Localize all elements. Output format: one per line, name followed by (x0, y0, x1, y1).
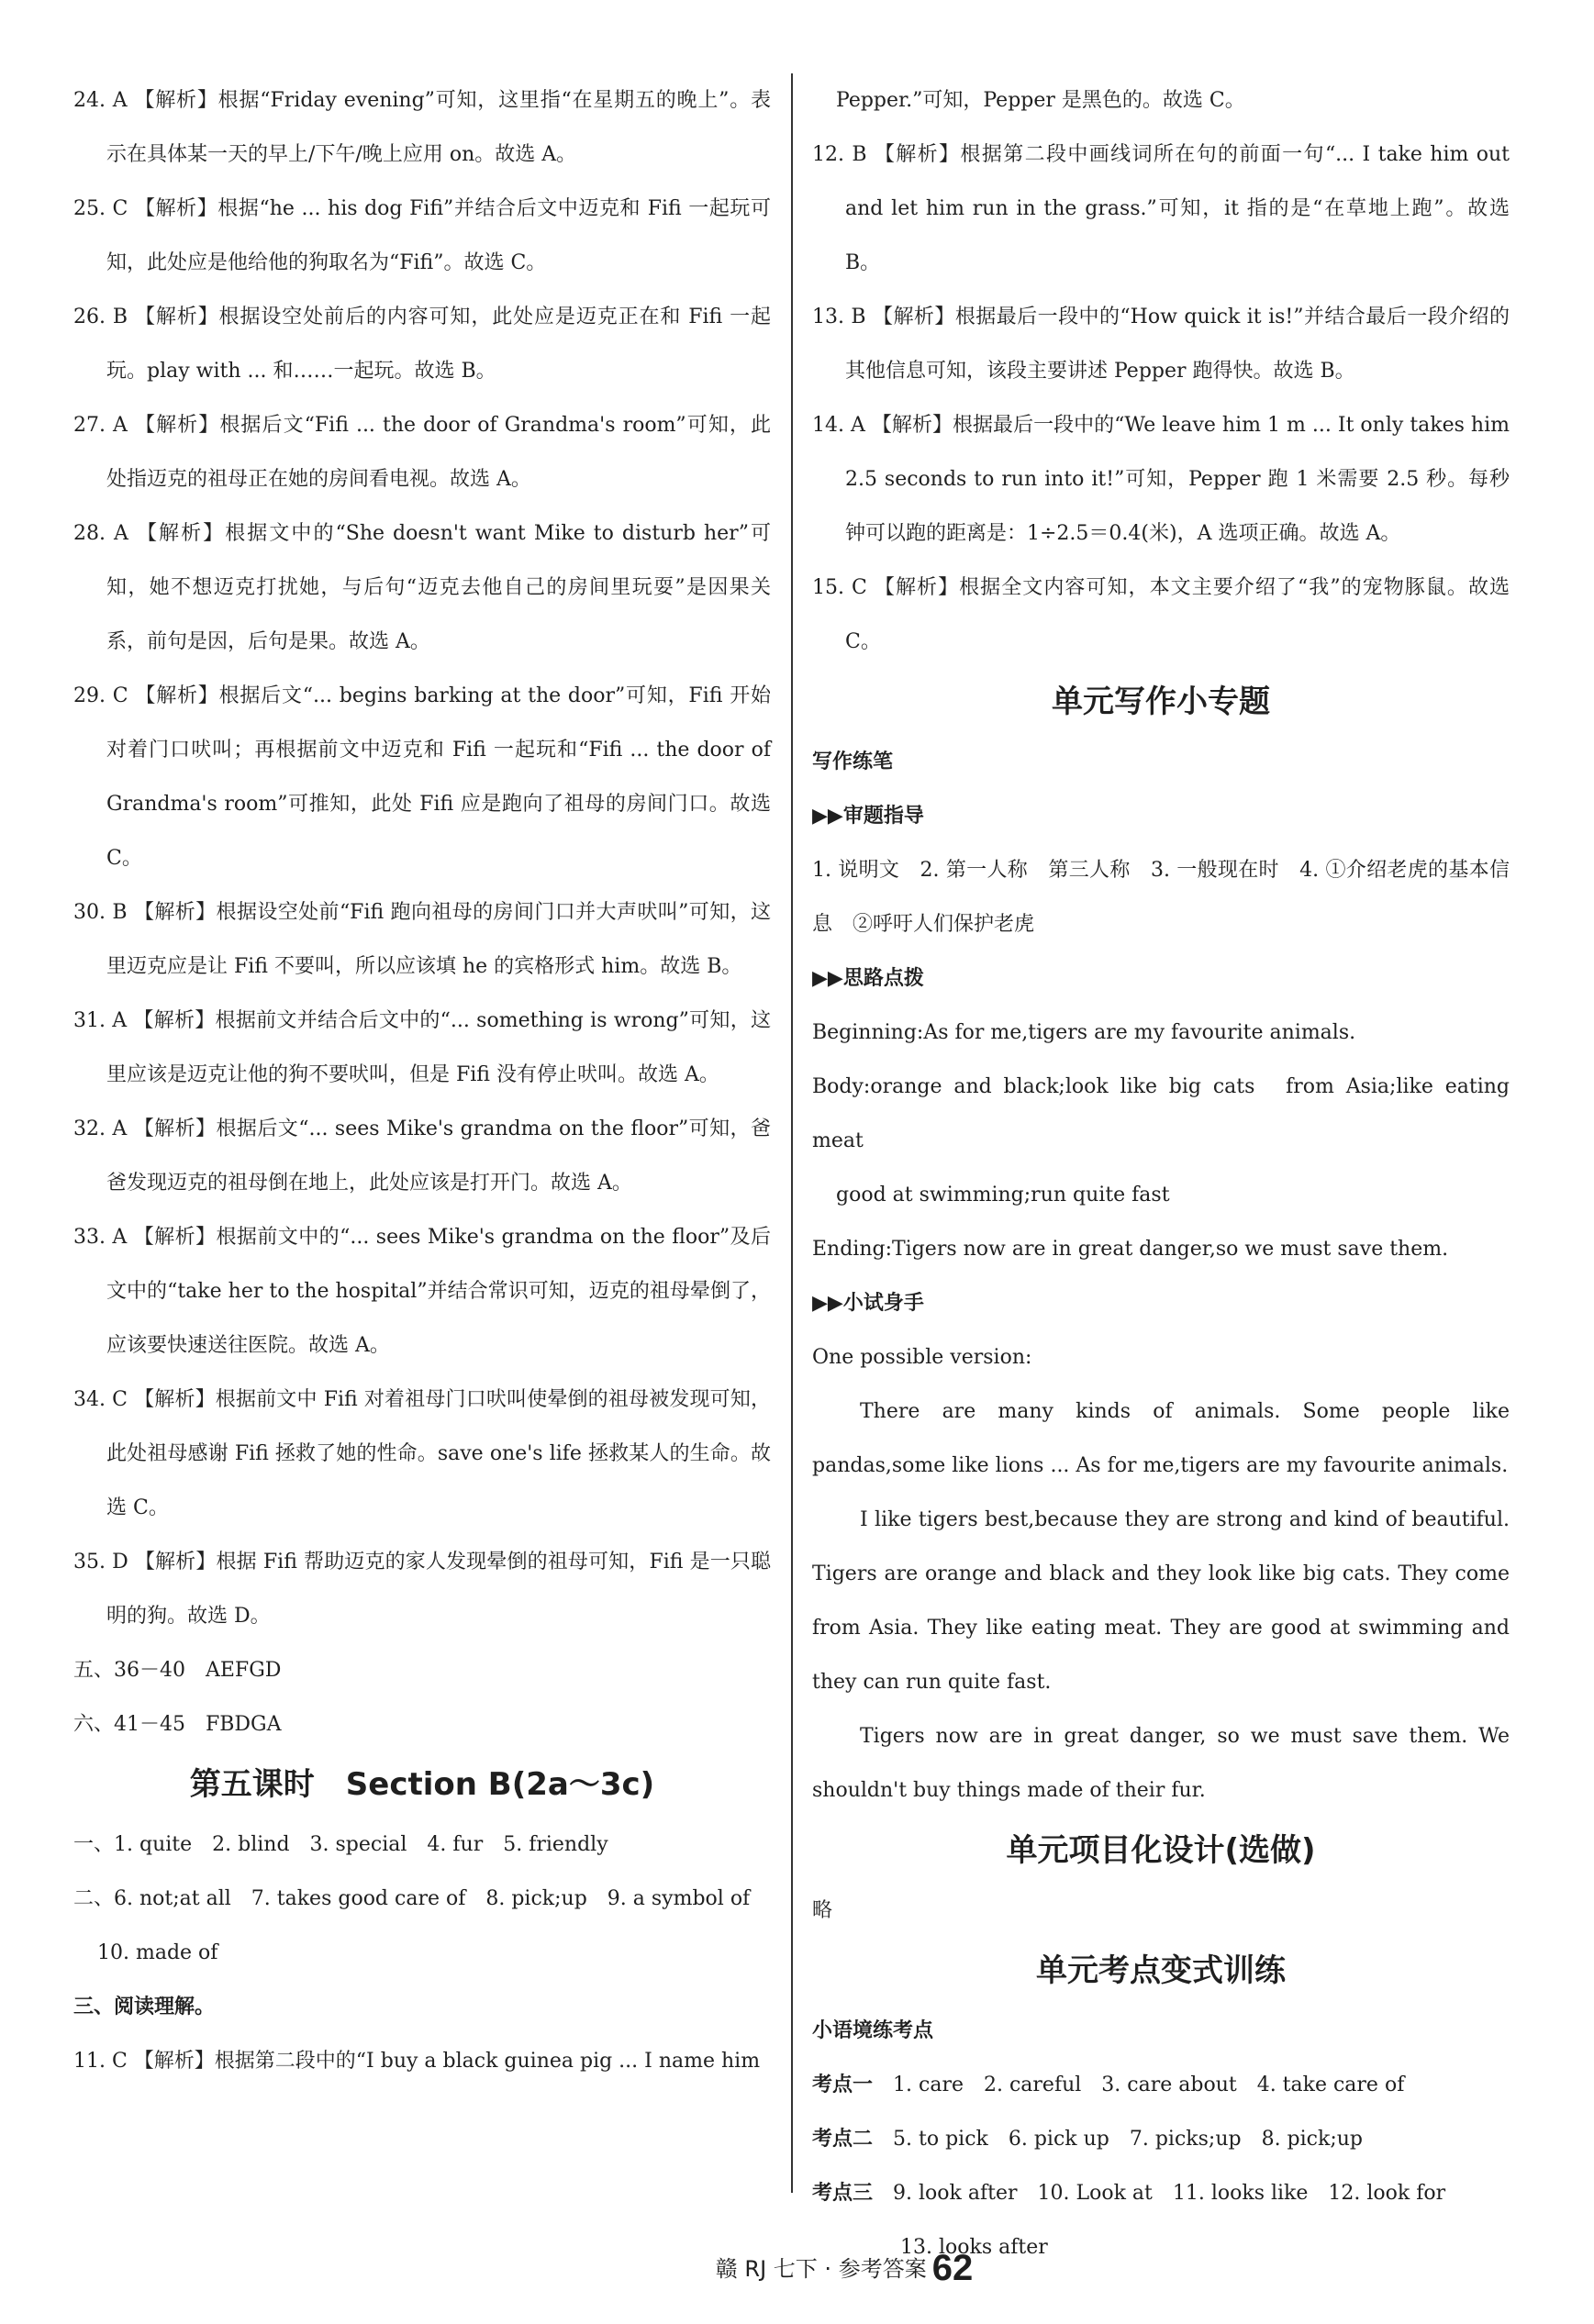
project-title: 单元项目化设计(选做) (1006, 1832, 1316, 1869)
context-heading: 小语境练考点 (812, 2019, 934, 2042)
essay-paragraph-3: Tigers now are in great danger, so we must save them. We shouldn't buy things made of their fur. (812, 1725, 1510, 1802)
writing-practice-heading: 写作练笔 (812, 751, 894, 773)
essay-paragraph-2: I like tigers best,because they are strong and kind of beautiful. Tigers are orange and black and they look like big cats. They come from Asia. They like eating meat. They are good at swimming and they can run quite fast. (812, 1508, 1510, 1694)
key-point-1-answers: 1. care 2. careful 3. care about 4. take care of (893, 2074, 1405, 2096)
key-point-1-label: 考点一 (812, 2074, 874, 2096)
answer-11: 11. C 【解析】根据第二段中的“I buy a black guinea pig ... I name him (73, 2050, 761, 2073)
column-divider (791, 73, 793, 2193)
left-column (73, 73, 771, 2088)
outline-beginning: Beginning:As for me,tigers are my favourite animals. (812, 1021, 1356, 1044)
answer-31: 31. A 【解析】根据前文并结合后文中的“... something is wrong”可知，这里应该是迈克让他的狗不要吠叫，但是 Fifi 没有停止吠叫。故选 A。 (73, 1009, 771, 1086)
project-body: 略 (812, 1899, 833, 1922)
answer-30: 30. B 【解析】根据设空处前“Fifi 跑向祖母的房间门口并大声吠叫”可知，这里迈克应是让 Fifi 不要叫，所以应该填 he 的宾格形式 him。故选 B。 (73, 901, 771, 978)
page-number: 62 (931, 2248, 974, 2288)
footer-text: 赣 RJ 七下 · 参考答案 (715, 2256, 927, 2282)
key-point-2-answers: 5. to pick 6. pick up 7. picks;up 8. pick;up (893, 2128, 1363, 2151)
answer-15: 15. C 【解析】根据全文内容可知，本文主要介绍了“我”的宠物豚鼠。故选 C。 (812, 576, 1510, 653)
essay-paragraph-1: There are many kinds of animals. Some people like pandas,some like lions ... As for me,tigers are my favourite animals. (812, 1400, 1510, 1477)
outline-ending: Ending:Tigers now are in great danger,so we must save them. (812, 1238, 1449, 1261)
key-point-2-label: 考点二 (812, 2128, 874, 2151)
idea-guide-heading: ▶▶思路点拨 (812, 967, 924, 990)
answer-34: 34. C 【解析】根据前文中 Fifi 对着祖母门口吠叫使晕倒的祖母被发现可知，此处祖母感谢 Fifi 拯救了她的性命。save one's life 拯救某人的生命。故选 C。 (73, 1388, 771, 1519)
answer-28: 28. A 【解析】根据文中的“She doesn't want Mike to disturb her”可知，她不想迈克打扰她，与后句“迈克去他自己的房间里玩耍”是因果关系，前句是因，后句是果。故选 A。 (73, 522, 771, 653)
answer-35: 35. D 【解析】根据 Fifi 帮助迈克的家人发现晕倒的祖母可知，Fifi 是一只聪明的狗。故选 D。 (73, 1551, 771, 1628)
part-one-answers: 一、1. quite 2. blind 3. special 4. fur 5. friendly (73, 1833, 608, 1856)
answer-25: 25. C 【解析】根据“he ... his dog Fifi”并结合后文中迈克和 Fifi 一起玩可知，此处应是他给他的狗取名为“Fifi”。故选 C。 (73, 197, 771, 274)
key-point-3-label: 考点三 (812, 2182, 874, 2205)
key-point-3-cont: 13. looks after (900, 2236, 1048, 2259)
variant-title: 单元考点变式训练 (1036, 1952, 1286, 1989)
section-five-answers: 五、36－40 AEFGD (73, 1659, 282, 1682)
answer-27: 27. A 【解析】根据后文“Fifi ... the door of Grandma's room”可知，此处指迈克的祖母正在她的房间看电视。故选 A。 (73, 414, 771, 491)
part-three-heading: 三、阅读理解。 (73, 1996, 216, 2018)
answer-33: 33. A 【解析】根据前文中的“... sees Mike's grandma on the floor”及后文中的“take her to the hospital”并结合常识可知，迈克的祖母晕倒了，应该要快速送往医院。故选 A。 (73, 1226, 771, 1357)
outline-body: Body:orange and black;look like big cats from Asia;like eating meat (812, 1075, 1510, 1152)
part-two-answers: 二、6. not;at all 7. takes good care of 8. pick;up 9. a symbol of (73, 1887, 751, 1910)
answer-26: 26. B 【解析】根据设空处前后的内容可知，此处应是迈克正在和 Fifi 一起玩。play with ... 和……一起玩。故选 B。 (73, 306, 771, 383)
answer-29: 29. C 【解析】根据后文“... begins barking at the door”可知，Fifi 开始对着门口吠叫；再根据前文中迈克和 Fifi 一起玩和“Fifi ... the door of Grandma's room”可推知，此处 Fifi 应是跑向了祖母的房间门口。故选 C。 (73, 684, 771, 870)
key-point-3-answers: 9. look after 10. Look at 11. looks like 12. look for (893, 2182, 1446, 2205)
answer-12: 12. B 【解析】根据第二段中画线词所在句的前面一句“... I take him out and let him run in the grass.”可知，it 指的是“在草地上跑”。故选 B。 (812, 143, 1510, 274)
answer-24: 24. A 【解析】根据“Friday evening”可知，这里指“在星期五的晚上”。表示在具体某一天的早上/下午/晚上应用 on。故选 A。 (73, 89, 771, 166)
page-footer (587, 2248, 1101, 2289)
answer-13: 13. B 【解析】根据最后一段中的“How quick it is!”并结合最后一段介绍的其他信息可知，该段主要讲述 Pepper 跑得快。故选 B。 (812, 306, 1510, 383)
part-two-answers-cont: 10. made of (97, 1941, 218, 1964)
section-six-answers: 六、41－45 FBDGA (73, 1713, 282, 1736)
review-guide-heading: ▶▶审题指导 (812, 805, 924, 828)
key-point-2 (812, 2112, 1510, 2166)
outline-body-cont: good at swimming;run quite fast (836, 1184, 1170, 1206)
answer-32: 32. A 【解析】根据后文“... sees Mike's grandma on the floor”可知，爸爸发现迈克的祖母倒在地上，此处应该是打开门。故选 A。 (73, 1118, 771, 1195)
writing-title: 单元写作小专题 (1052, 684, 1270, 720)
answer-14: 14. A 【解析】根据最后一段中的“We leave him 1 m ... It only takes him 2.5 seconds to run into it!”可知，Pepper 跑 1 米需要 2.5 秒。每秒钟可以跑的距离是：1÷2.5＝0.4(米)，A 选项正确。故选 A。 (812, 414, 1510, 545)
key-point-3 (812, 2166, 1510, 2220)
right-column (812, 73, 1510, 2274)
lesson-title: 第五课时 Section B(2a～3c) (189, 1766, 655, 1803)
version-label: One possible version: (812, 1346, 1032, 1369)
try-heading: ▶▶小试身手 (812, 1292, 924, 1315)
review-guide-body: 1. 说明文 2. 第一人称 第三人称 3. 一般现在时 4. ①介绍老虎的基本信息 ②呼吁人们保护老虎 (812, 859, 1510, 936)
answer-11-cont: Pepper.”可知，Pepper 是黑色的。故选 C。 (836, 89, 1245, 112)
key-point-1 (812, 2058, 1510, 2112)
